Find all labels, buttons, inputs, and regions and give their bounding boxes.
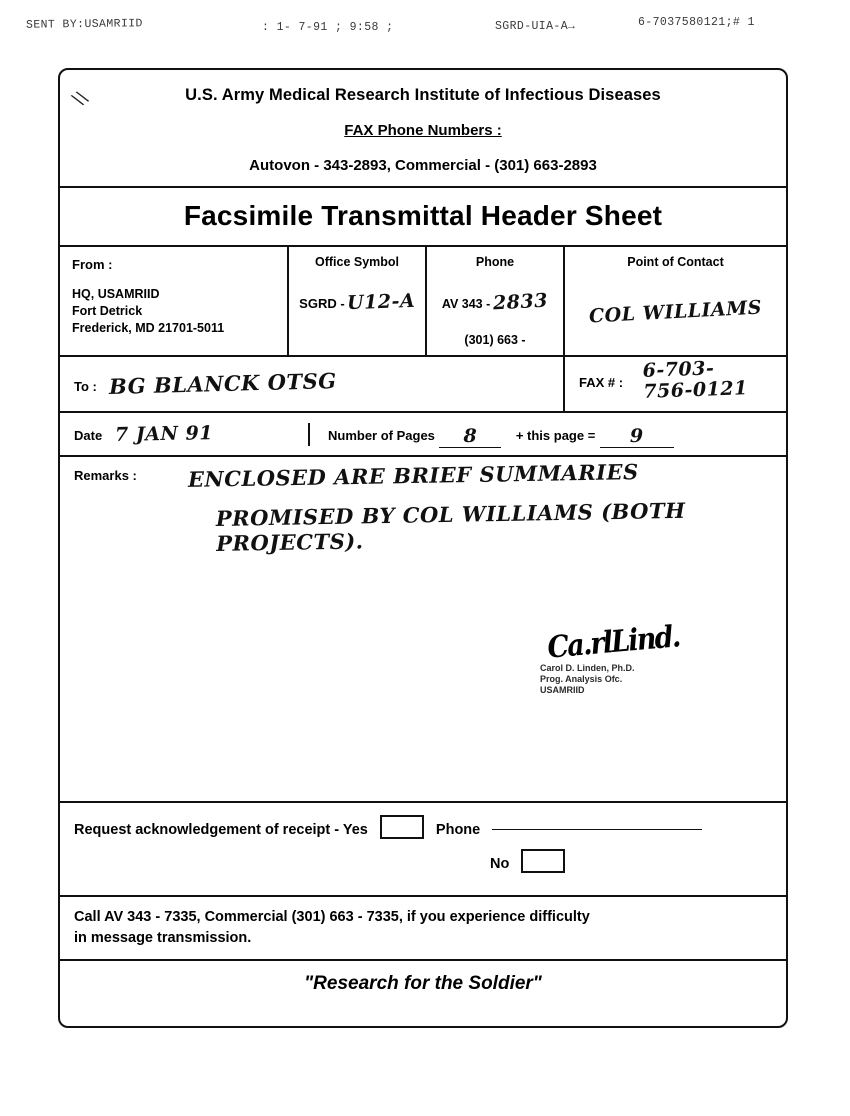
from-address-line-2: Fort Detrick [72,304,143,318]
phone-av-written: 2833 [492,289,549,315]
plus-this-page-label: + this page = [515,427,596,443]
acknowledgement-section [60,803,786,895]
fax-numbers-value: Autovon - 343-2893, Commercial - (301) 663-2893 [249,157,597,174]
date-cell [60,423,308,445]
to-written: BG BLANCK OTSG [109,368,338,399]
phone-av-printed: AV 343 - [441,297,491,311]
institute-name: U.S. Army Medical Research Institute of Infectious Diseases [185,86,661,104]
ack-yes-checkbox[interactable] [380,815,424,839]
from-address-line-3: Frederick, MD 21701-5011 [72,321,225,335]
pages-written: 8 [463,424,478,447]
ack-phone-input[interactable] [492,829,702,830]
call-text-line-2: in message transmission. [74,930,252,946]
signature-name-line-1: Carol D. Linden, Ph.D. [540,663,635,673]
point-of-contact-cell [563,247,786,355]
fax-number-written-line-1: 6-703- [642,357,715,382]
remarks-written-line-1: ENCLOSED ARE BRIEF SUMMARIES [187,459,639,492]
office-symbol-written: U12-A [346,289,416,315]
remarks-label: Remarks : [74,468,137,483]
pages-cell [308,423,786,446]
fax-number-cell [563,357,786,411]
date-written: 7 JAN 91 [114,422,213,446]
date-label: Date [74,428,103,443]
sender-info-row [60,247,786,355]
call-text-line-1: Call AV 343 - 7335, Commercial (301) 663 - 7335, if you experience difficulty [74,909,590,925]
total-pages-written: 9 [629,424,644,447]
office-symbol-cell [287,247,425,355]
fax-transmittal-form [58,68,788,1028]
motto: "Research for the Soldier" [304,973,542,994]
point-of-contact-written: COL WILLIAMS [588,296,763,328]
remarks-area [60,457,786,801]
office-symbol-label: Office Symbol [314,255,400,269]
point-of-contact-label: Point of Contact [627,255,724,269]
to-cell [60,357,563,411]
fax-numbers-label: FAX Phone Numbers : [344,122,502,139]
phone-commercial-printed: (301) 663 - [464,333,526,347]
form-title-block [60,70,786,186]
remarks-written-line-2: PROMISED BY COL WILLIAMS (BOTH PROJECTS). [215,497,686,556]
signature-mark: Ca.rlLind. [546,619,681,666]
phone-cell [425,247,563,355]
fax-header-number-page: 6-7037580121;# 1 [638,16,755,29]
ack-request-label: Request acknowledgement of receipt - Yes [74,822,368,838]
fax-header-station-code: SGRD-UIA-A→ [495,20,576,33]
stray-pen-mark: \\ [69,86,92,111]
from-cell [60,247,287,355]
difficulty-instructions [60,897,786,959]
date-pages-row [60,413,786,455]
signature-name-line-2: Prog. Analysis Ofc. [540,674,623,684]
fax-number-written-line-2: 756-0121 [642,377,749,403]
fax-number-written [642,357,748,403]
phone-label: Phone [475,255,515,269]
from-address-line-1: HQ, USAMRIID [72,287,160,301]
form-banner-title: Facsimile Transmittal Header Sheet [183,200,663,231]
fax-header-datetime: : 1- 7-91 ; 9:58 ; [262,21,394,34]
signature-name-line-3: USAMRIID [540,685,585,695]
fax-header-sender: SENT BY:USAMRIID [25,17,143,32]
ack-phone-label: Phone [435,822,481,838]
fax-number-label: FAX # : [579,375,624,390]
to-label: To : [74,379,97,394]
ack-no-label: No [490,856,510,872]
ack-no-checkbox[interactable] [521,849,565,873]
from-label: From : [72,257,113,272]
pages-label: Number of Pages [328,427,435,443]
signature-block [540,619,750,696]
office-symbol-printed: SGRD - [299,296,345,311]
recipient-row [60,357,786,411]
fax-machine-header [0,14,850,38]
